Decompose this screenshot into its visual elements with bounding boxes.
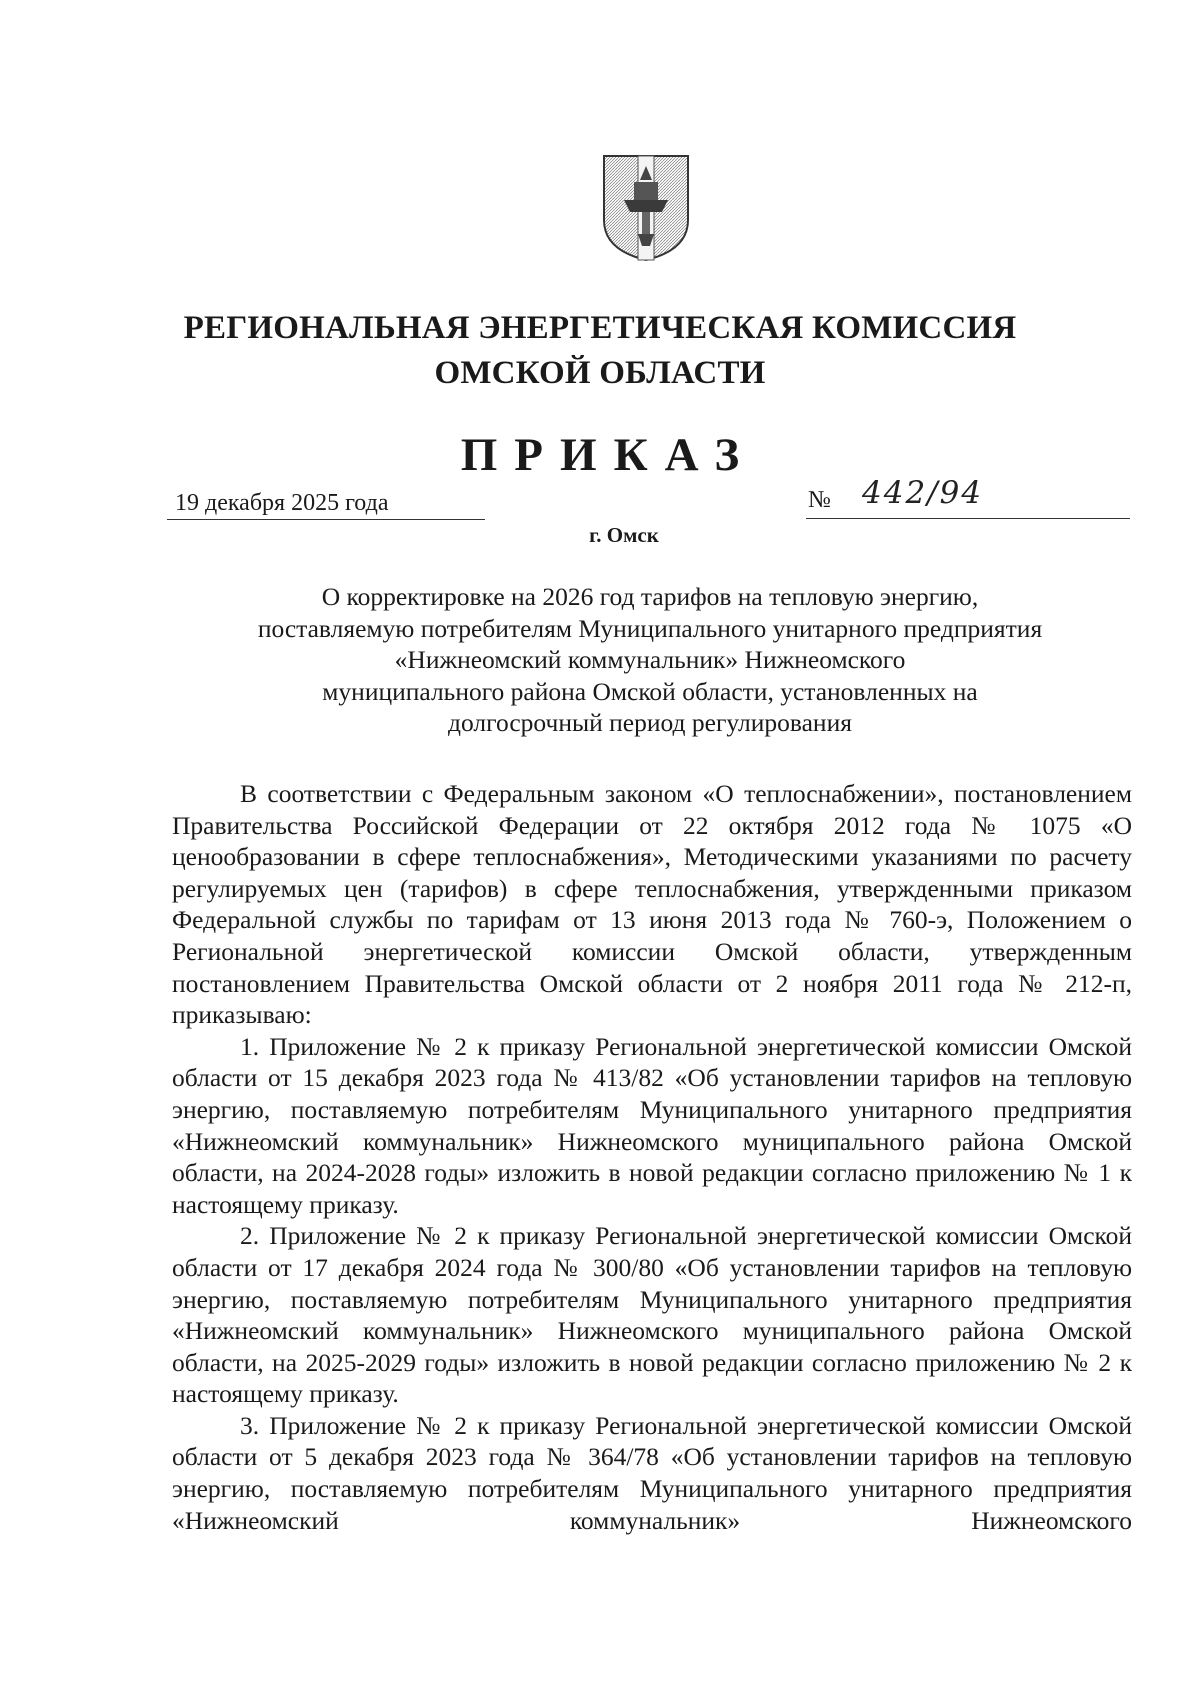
organization-name-line-2: ОМСКОЙ ОБЛАСТИ [434, 355, 766, 391]
order-number-handwritten: 442/94 [862, 475, 984, 511]
city: г. Омск [589, 523, 659, 547]
subject-line-4: муниципального района Омской области, установленных на [322, 676, 978, 706]
order-item-2: 2. Приложение № 2 к приказу Региональной энергетической комиссии Омской области от 17 декабря 2024 года № 300/80 «Об установлении тарифов на тепловую энергию, поставляемую потребителям Муниципального унитарного предприятия «Нижнеомский коммунальник» Нижнеомского муниципального района Омской области, на 2025-2029 годы» изложить в новой редакции согласно приложению № 2 к настоящему приказу. [172, 1221, 1132, 1409]
order-subject [170, 581, 1130, 739]
subject-line-1: О корректировке на 2026 год тарифов на тепловую энергию, [321, 582, 979, 611]
order-item-3: 3. Приложение № 2 к приказу Региональной энергетической комиссии Омской области от 5 декабря 2023 года № 364/78 «Об установлении тарифов на тепловую энергию, поставляемую потребителям Муниципального унитарного предприятия «Нижнеомский коммунальник» Нижнеомского [172, 1410, 1132, 1535]
order-body [172, 778, 1132, 1536]
date-underline [167, 519, 485, 520]
order-item-1: 1. Приложение № 2 к приказу Региональной энергетической комиссии Омской области от 15 декабря 2023 года № 413/82 «Об установлении тарифов на тепловую энергию, поставляемую потребителям Муниципального унитарного предприятия «Нижнеомский коммунальник» Нижнеомского муниципального района Омской области, на 2024-2028 годы» изложить в новой редакции согласно приложению № 1 к настоящему приказу. [172, 1031, 1132, 1219]
subject-line-5: долгосрочный период регулирования [448, 708, 852, 738]
number-underline [806, 518, 1130, 519]
document-type-title: ПРИКАЗ [460, 429, 757, 481]
order-number-label: № [808, 487, 831, 513]
subject-line-3: «Нижнеомский коммунальник» Нижнеомского [394, 645, 906, 675]
organization-name-line-1: РЕГИОНАЛЬНАЯ ЭНЕРГЕТИЧЕСКАЯ КОМИССИЯ [183, 310, 1017, 346]
preamble-paragraph: В соответствии с Федеральным законом «О теплоснабжении», постановлением Правительства Российской Федерации от 22 октября 2012 года № 1075 «О ценообразовании в сфере теплоснабжения», Методическими указаниями по расчету регулируемых цен (тарифов) в сфере теплоснабжения, утвержденными приказом Федеральной службы по тарифам от 13 июня 2013 года № 760-э, Положением о Региональной энергетической комиссии Омской области, утвержденным постановлением Правительства Омской области от 2 ноября 2011 года № 212-п, приказываю: [172, 779, 1132, 1030]
subject-line-2: поставляемую потребителям Муниципального унитарного предприятия [257, 613, 1043, 643]
order-date: 19 декабря 2025 года [175, 490, 389, 516]
omsk-oblast-coat-of-arms-icon [600, 152, 692, 264]
